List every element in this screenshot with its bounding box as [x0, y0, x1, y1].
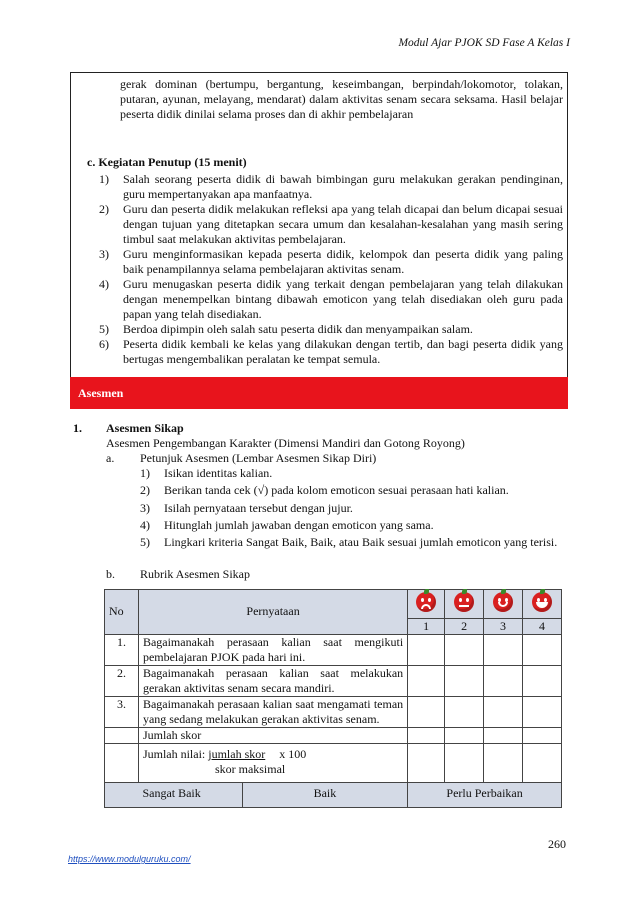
closing-item-number: 3) — [99, 247, 109, 261]
score-3: 3 — [484, 619, 523, 635]
smile-face-icon — [493, 592, 513, 612]
section-number: 1. — [73, 421, 82, 435]
score-formula — [138, 744, 407, 783]
asesmen-label: Asesmen — [78, 386, 124, 400]
closing-item-number: 2) — [99, 202, 109, 216]
face-cell — [408, 590, 445, 619]
section-subtitle: Asesmen Pengembangan Karakter (Dimensi Mandiri dan Gotong Royong) — [106, 436, 465, 450]
criteria-good[interactable]: Baik — [242, 783, 407, 808]
page-number: 260 — [548, 837, 566, 851]
closing-heading: c. Kegiatan Penutup (15 menit) — [87, 155, 247, 169]
step-text: Isilah pernyataan tersebut dengan jujur. — [164, 501, 353, 515]
score-1: 1 — [408, 619, 445, 635]
formula-label: Jumlah nilai: — [142, 747, 209, 761]
closing-item-text: Guru menugaskan peserta didik yang terkait dengan pembelajaran yang telah dilakukan dengan menempelkan bintang dibawah emoticon yang telah disediakan oleh guru pada papan yang telah disediakan. — [123, 277, 563, 321]
table-row — [105, 666, 562, 697]
check-cell[interactable] — [523, 666, 562, 697]
header-no: No — [105, 590, 139, 635]
step-number: 5) — [140, 535, 150, 549]
face-cell — [484, 590, 523, 619]
score-4: 4 — [523, 619, 562, 635]
check-cell[interactable] — [408, 666, 445, 697]
check-cell[interactable] — [445, 697, 484, 728]
step-number: 1) — [140, 466, 150, 480]
row-no: 2. — [105, 666, 139, 697]
check-cell[interactable] — [408, 635, 445, 666]
row-statement: Bagaimanakah perasaan kalian saat mengamati teman yang sedang melakukan gerakan aktivitas senam. — [138, 697, 407, 728]
running-header: Modul Ajar PJOK SD Fase A Kelas I — [398, 37, 570, 49]
sub-b-title: Rubrik Asesmen Sikap — [140, 567, 250, 581]
closing-item-text: Salah seorang peserta didik di bawah bimbingan guru melakukan gerakan pendinginan, guru mempertanyakan apa manfaatnya. — [123, 172, 563, 201]
step-text: Lingkari kriteria Sangat Baik, Baik, atau Baik sesuai jumlah emoticon yang terisi. — [164, 535, 558, 549]
formula-multiplier: x 100 — [279, 747, 307, 761]
step-text: Hitunglah jumlah jawaban dengan emoticon yang sama. — [164, 518, 434, 532]
closing-item-number: 4) — [99, 277, 109, 291]
check-cell[interactable] — [445, 635, 484, 666]
criteria-very-good[interactable]: Sangat Baik — [138, 783, 242, 808]
closing-item-number: 5) — [99, 322, 109, 336]
intro-paragraph: gerak dominan (bertumpu, bergantung, keseimbangan, berpindah/lokomotor, tolakan, putaran, ayunan, melayang, mendarat) dalam aktivitas senam secara seksama. Hasil belajar peserta didik dinilai selama proses dan di akhir pembelajaran — [120, 77, 563, 121]
formula-numerator: jumlah skor — [208, 747, 266, 761]
closing-item-number: 1) — [99, 172, 109, 186]
closing-item-text: Guru menginformasikan kepada peserta didik, kelompok dan peserta didik yang paling baik penampilannya selama pembelajaran aktivitas senam. — [123, 247, 563, 276]
check-cell[interactable] — [484, 666, 523, 697]
row-statement: Bagaimanakah perasaan kalian saat melakukan gerakan aktivitas senam secara mandiri. — [138, 666, 407, 697]
step-number: 4) — [140, 518, 150, 532]
step-text: Isikan identitas kalian. — [164, 466, 273, 480]
check-cell[interactable] — [523, 635, 562, 666]
flat-face-icon — [454, 592, 474, 612]
face-cell — [445, 590, 484, 619]
check-cell[interactable] — [408, 697, 445, 728]
sub-a-label: a. — [106, 451, 115, 465]
row-no: 1. — [105, 635, 139, 666]
section-title: Asesmen Sikap — [106, 421, 184, 435]
score-2: 2 — [445, 619, 484, 635]
header-statement: Pernyataan — [138, 590, 407, 635]
face-cell — [523, 590, 562, 619]
footer-link[interactable]: https://www.modulguruku.com/ — [68, 854, 191, 864]
sub-b-label: b. — [106, 567, 115, 581]
check-cell[interactable] — [445, 666, 484, 697]
step-number: 2) — [140, 483, 150, 497]
table-row — [105, 635, 562, 666]
sub-a-title: Petunjuk Asesmen (Lembar Asesmen Sikap Diri) — [140, 451, 377, 465]
closing-item-text: Peserta didik kembali ke kelas yang dilakukan dengan tertib, dan bagi peserta didik yang bertugas mengembalikan peralatan ke tempat semula. — [123, 337, 563, 366]
check-cell[interactable] — [484, 697, 523, 728]
check-cell[interactable] — [484, 635, 523, 666]
check-cell[interactable] — [523, 697, 562, 728]
formula-denominator: skor maksimal — [214, 762, 286, 776]
total-score-label: Jumlah skor — [138, 728, 407, 744]
row-statement: Bagaimanakah perasaan kalian saat mengikuti pembelajaran PJOK pada hari ini. — [138, 635, 407, 666]
criteria-improve[interactable]: Perlu Perbaikan — [408, 783, 562, 808]
step-number: 3) — [140, 501, 150, 515]
asesmen-bar — [70, 377, 568, 409]
frown-face-icon — [416, 592, 436, 612]
closing-item-text: Guru dan peserta didik melakukan refleksi apa yang telah dicapai dan belum dicapai sesuai dengan tujuan yang ditetapkan secara umum dan kesalahan-kesalahan yang masih sering timbul saat melakukan aktivitas pembelajaran. — [123, 202, 563, 246]
row-no: 3. — [105, 697, 139, 728]
table-row — [105, 697, 562, 728]
closing-item-text: Berdoa dipimpin oleh salah satu peserta didik dan menyampaikan salam. — [123, 322, 473, 336]
closing-item-number: 6) — [99, 337, 109, 351]
step-text: Berikan tanda cek (√) pada kolom emoticon sesuai perasaan hati kalian. — [164, 483, 509, 497]
rubric-table — [104, 589, 562, 808]
grin-face-icon — [532, 592, 552, 612]
